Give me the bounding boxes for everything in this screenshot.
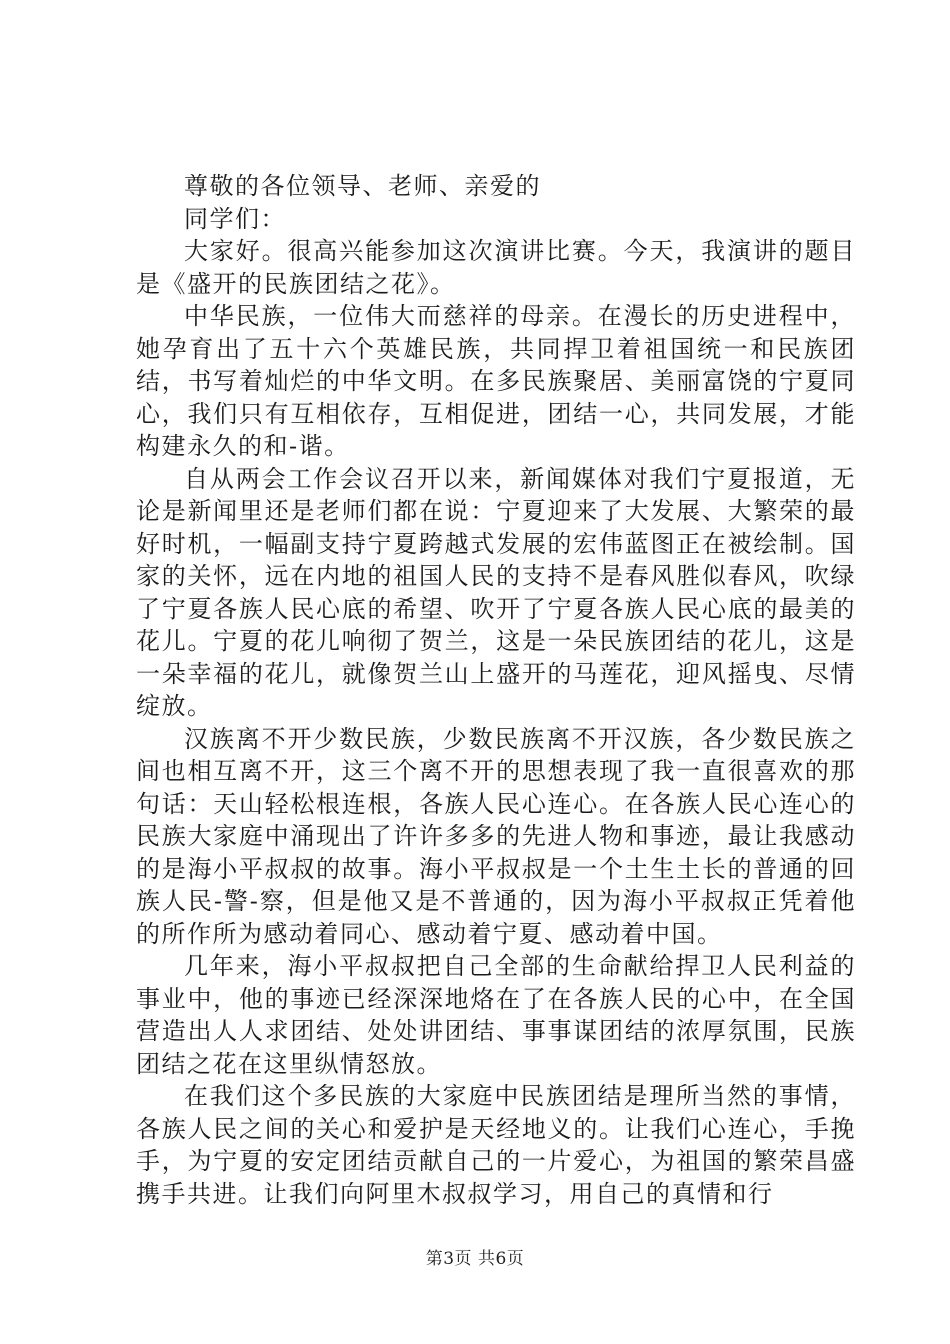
document-body <box>136 170 856 1210</box>
paragraph-unity-family: 在我们这个多民族的大家庭中民族团结是理所当然的事情，各族人民之间的关心和爱护是天经地义的。让我们心连心，手挽手，为宁夏的安定团结贡献自己的一片爱心，为祖国的繁荣昌盛携手共进。让我们向阿里木叔叔学习，用自己的真情和行 <box>136 1082 856 1208</box>
page-number-footer: 第3页 共6页 <box>425 1249 525 1269</box>
paragraph-chinese-nation: 中华民族，一位伟大而慈祥的母亲。在漫长的历史进程中，她孕育出了五十六个英雄民族，共同捍卫着祖国统一和民族团结，书写着灿烂的中华文明。在多民族聚居、美丽富饶的宁夏同心，我们只有互相依存，互相促进，团结一心，共同发展，才能构建永久的和-谐。 <box>136 302 856 460</box>
paragraph-years-of-service: 几年来，海小平叔叔把自己全部的生命献给捍卫人民利益的事业中，他的事迹已经深深地烙在了在各族人民的心中，在全国营造出人人求团结、处处讲团结、事事谋团结的浓厚氛围，民族团结之花在这里纵情怒放。 <box>136 952 856 1078</box>
paragraph-greeting: 大家好。很高兴能参加这次演讲比赛。今天，我演讲的题目是《盛开的民族团结之花》。 <box>136 237 856 298</box>
paragraph-salutation-continued: 同学们： <box>184 204 286 233</box>
paragraph-two-sessions: 自从两会工作会议召开以来，新闻媒体对我们宁夏报道，无论是新闻里还是老师们都在说：宁夏迎来了大发展、大繁荣的最好时机，一幅副支持宁夏跨越式发展的宏伟蓝图正在被绘制。国家的关怀，远在内地的祖国人民的支持不是春风胜似春风，吹绿了宁夏各族人民心底的希望、吹开了宁夏各族人民心底的最美的花儿。宁夏的花儿响彻了贺兰，这是一朵民族团结的花儿，这是一朵幸福的花儿，就像贺兰山上盛开的马莲花，迎风摇曳、尽情绽放。 <box>136 464 856 720</box>
paragraph-three-inseparables: 汉族离不开少数民族，少数民族离不开汉族，各少数民族之间也相互离不开，这三个离不开的思想表现了我一直很喜欢的那句话：天山轻松根连根，各族人民心连心。在各族人民心连心的民族大家庭中涌现出了许许多多的先进人物和事迹，最让我感动的是海小平叔叔的故事。海小平叔叔是一个土生土长的普通的回族人民-警-察，但是他又是不普通的，因为海小平叔叔正凭着他的所作所为感动着同心、感动着宁夏、感动着中国。 <box>136 724 856 948</box>
paragraph-salutation: 尊敬的各位领导、老师、亲爱的 <box>184 172 541 200</box>
